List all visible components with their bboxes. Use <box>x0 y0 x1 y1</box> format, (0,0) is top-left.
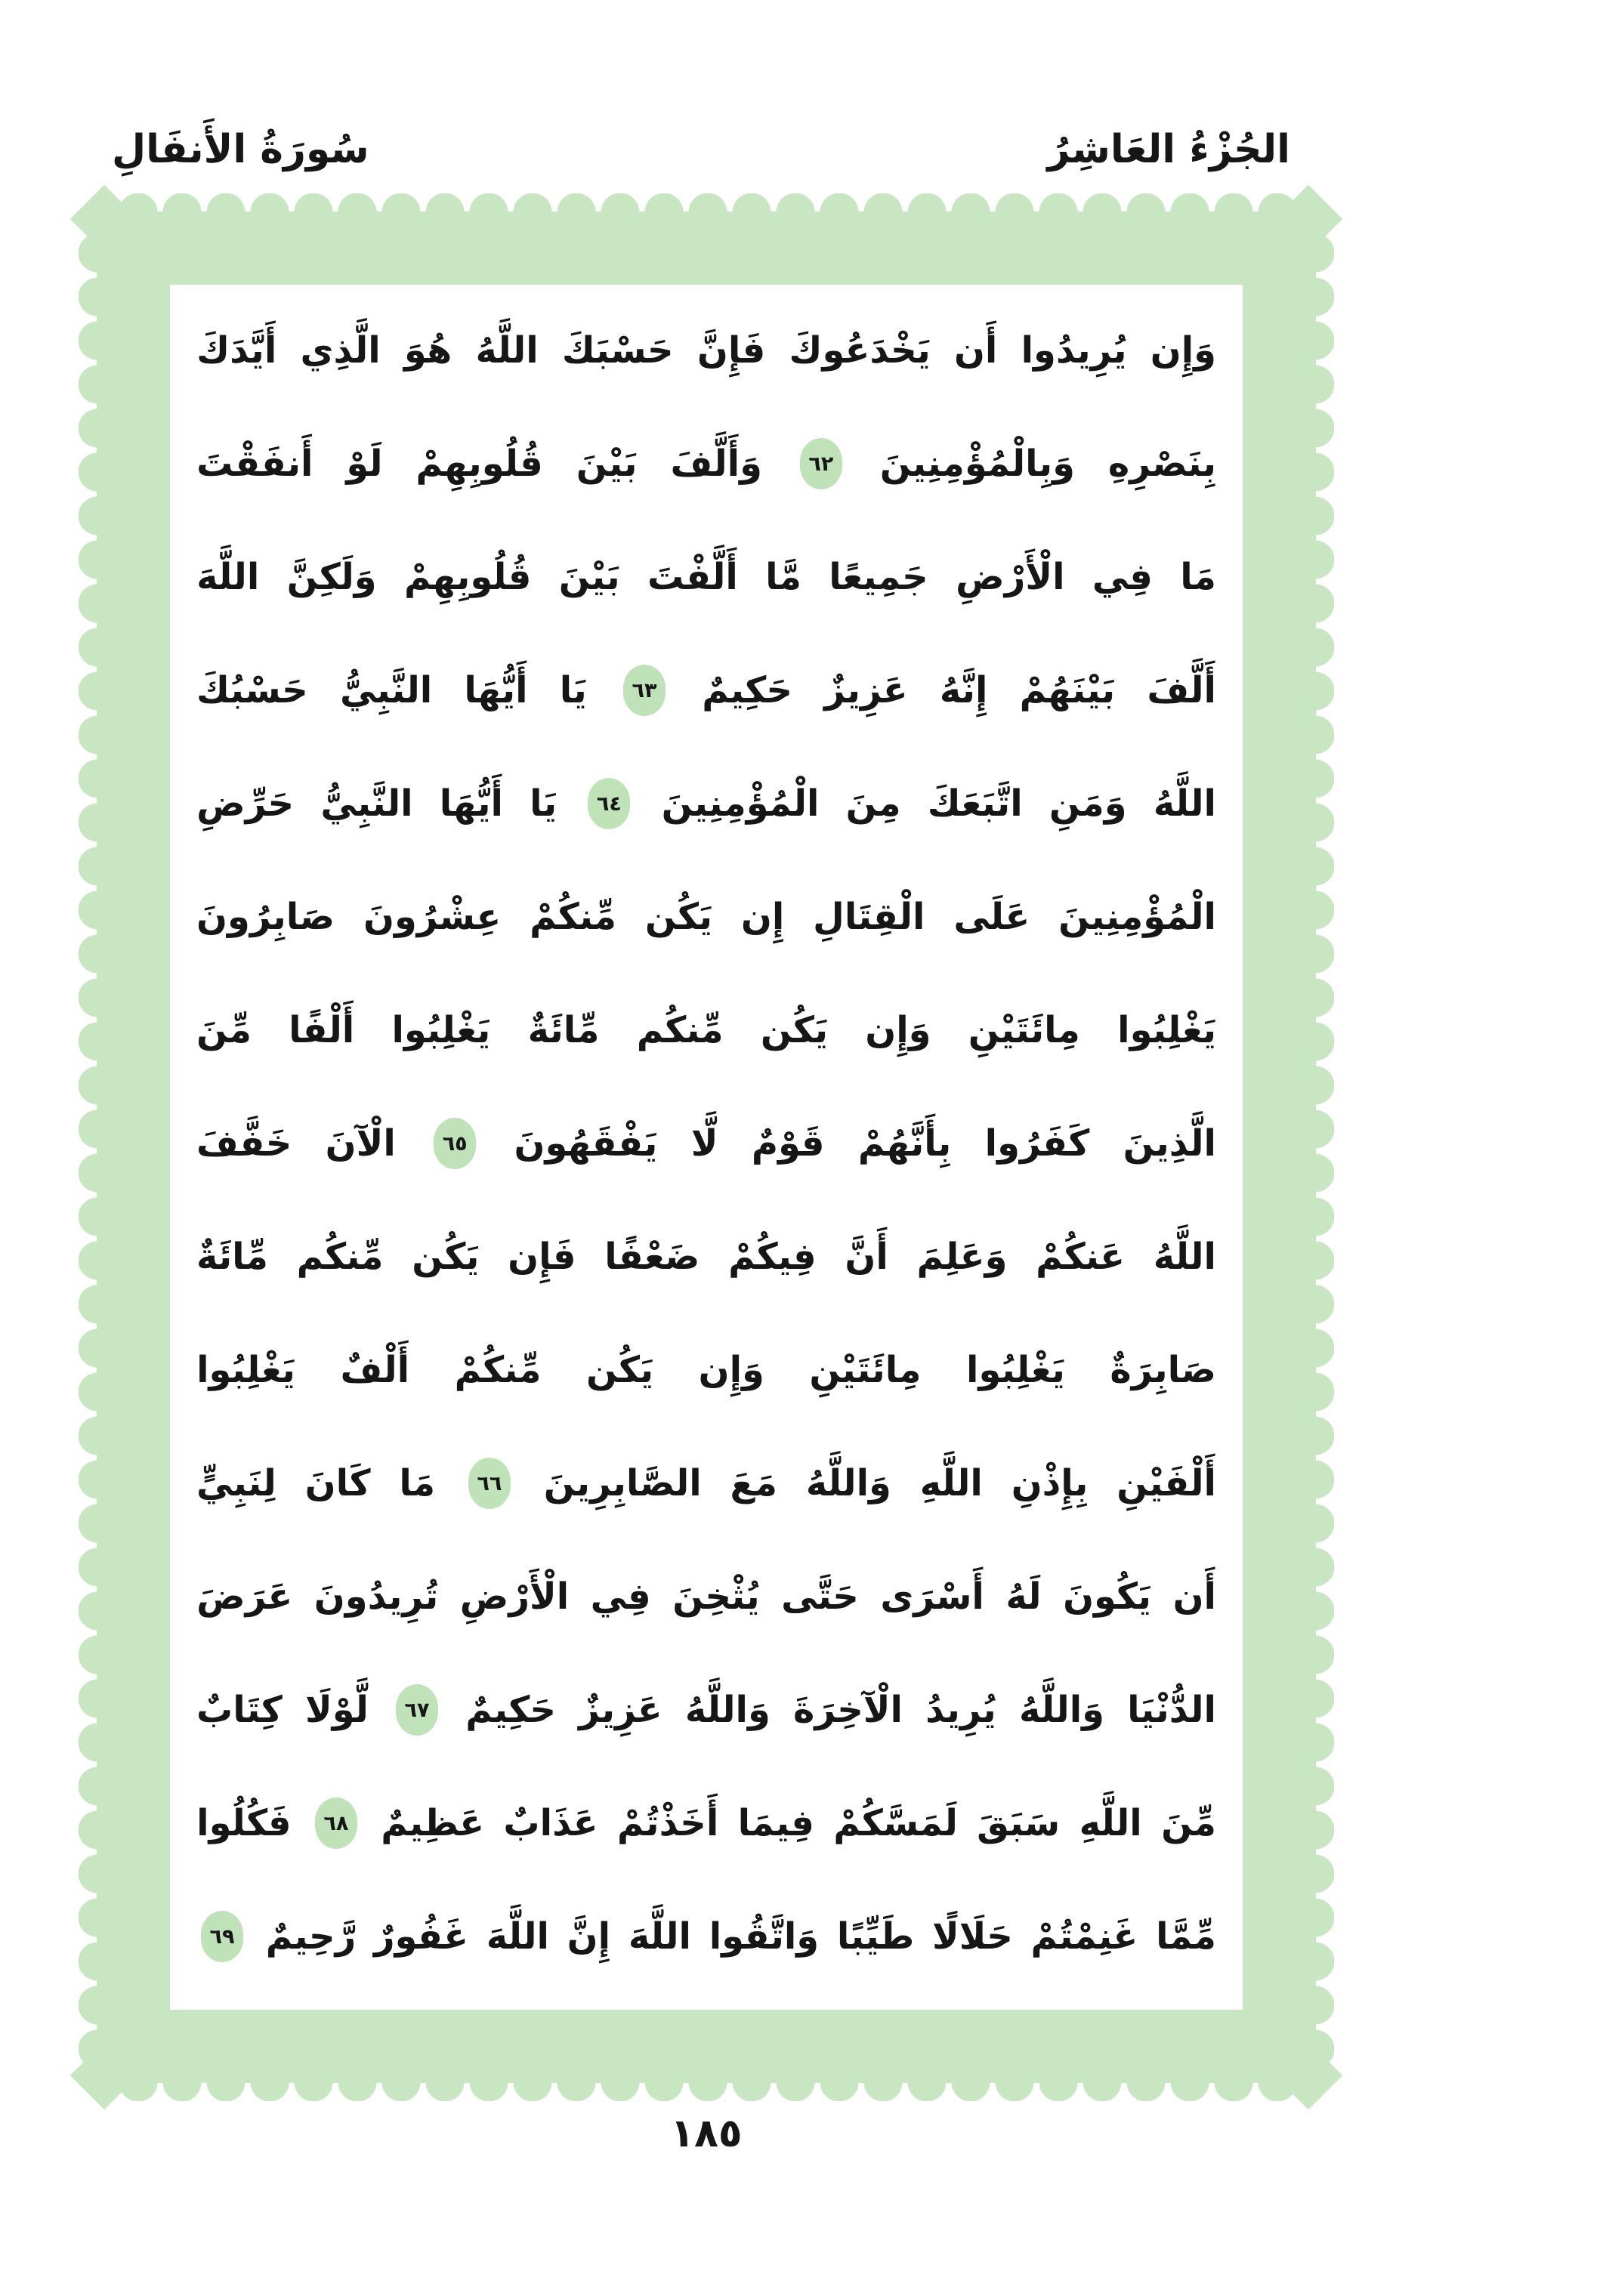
frame-corner-bottom-right <box>1274 2041 1343 2110</box>
juz-title: الجُزْءُ العَاشِرُ <box>1047 127 1290 172</box>
frame-scallop-top <box>116 193 1296 212</box>
quran-word: حَكِيمٌ <box>465 1689 556 1731</box>
verse-end-marker <box>315 1798 357 1849</box>
quran-word: مِّائَةٌ <box>527 1009 600 1051</box>
quran-word: مِائَتَيْنِ <box>809 1349 922 1391</box>
quran-word: خَفَّفَ <box>196 1122 292 1165</box>
quran-word: الْمُؤْمِنِينَ <box>1058 896 1216 938</box>
verse-number: ٦٧ <box>404 1698 430 1722</box>
quran-word: أَنفَقْتَ <box>196 443 313 485</box>
quran-word: إِنَّهُ <box>939 669 988 711</box>
quran-word: يَكُن <box>585 1349 654 1391</box>
quran-word: عَزِيزٌ <box>579 1689 662 1731</box>
quran-word: وَبِالْمُؤْمِنِينَ <box>879 443 1075 485</box>
verse-end-marker <box>396 1684 438 1736</box>
page-number: ١٨٥ <box>670 2111 743 2156</box>
quran-word: وَإِن <box>1150 329 1216 372</box>
quran-word: صَابِرَةٌ <box>1110 1349 1216 1391</box>
verse-end-marker <box>588 778 630 829</box>
quran-line <box>196 1313 1216 1427</box>
frame-scallop-bottom <box>116 2082 1296 2101</box>
quran-word: مِّنكُم <box>636 1009 724 1051</box>
quran-word: اللَّهَ <box>628 1915 691 1958</box>
quran-word: يَغْلِبُوا <box>196 1349 295 1391</box>
quran-word: أَلْفَيْنِ <box>1116 1462 1216 1504</box>
quran-line <box>196 1540 1216 1653</box>
quran-word: مِّنكُمْ <box>530 896 617 938</box>
quran-word: يَكُن <box>644 896 713 938</box>
quran-word: اللَّهِ <box>1079 1802 1142 1844</box>
quran-word: يَا <box>559 669 587 711</box>
quran-word: وَأَلَّفَ <box>670 443 762 485</box>
quran-word: مَا <box>399 1462 436 1504</box>
quran-word: فِي <box>590 1575 651 1618</box>
quran-word: كَانَ <box>304 1462 371 1504</box>
quran-word: الْمُؤْمِنِينَ <box>661 782 820 825</box>
quran-word: مِّنكُم <box>296 1236 384 1278</box>
quran-word: يَكُن <box>412 1236 480 1278</box>
quran-word: بَيْنَ <box>576 443 638 485</box>
quran-word: أَن <box>1172 1575 1216 1618</box>
quran-word: عَلَى <box>953 896 1030 938</box>
quran-word: بِأَنَّهُمْ <box>857 1122 952 1165</box>
quran-line <box>196 1427 1216 1540</box>
quran-word: يَغْلِبُوا <box>966 1349 1065 1391</box>
verse-number: ٦٦ <box>477 1471 502 1495</box>
quran-word: حَسْبُكَ <box>196 669 308 711</box>
quran-word: اللَّهُ <box>1153 1236 1216 1278</box>
quran-word: وَمَنِ <box>1049 782 1127 825</box>
verse-end-marker <box>800 438 842 489</box>
quran-word: مَعَ <box>730 1462 778 1504</box>
quran-word: اللَّهَ <box>486 1915 549 1958</box>
quran-word: وَإِن <box>865 1009 931 1051</box>
quran-word: غَنِمْتُمْ <box>1030 1915 1138 1958</box>
quran-word: أَخَذْتُمْ <box>616 1802 719 1844</box>
quran-word: مِّائَةٌ <box>196 1236 268 1278</box>
verse-number: ٦٢ <box>808 452 834 476</box>
quran-word: أَسْرَى <box>880 1575 984 1618</box>
quran-word: رَّحِيمٌ <box>265 1915 357 1958</box>
quran-word: يَفْقَهُونَ <box>514 1122 658 1165</box>
quran-word: الْآخِرَةَ <box>793 1689 903 1731</box>
quran-word: وَاتَّقُوا <box>709 1915 820 1958</box>
quran-word: فِي <box>1092 556 1153 598</box>
quran-line <box>196 974 1216 1087</box>
frame-scallop-right <box>1315 231 1334 2063</box>
quran-word: كَفَرُوا <box>984 1122 1090 1165</box>
quran-word: مِّنَ <box>1161 1802 1216 1844</box>
quran-word: بِنَصْرِهِ <box>1107 443 1216 485</box>
quran-line <box>196 294 1216 407</box>
surah-title: سُورَةُ الأَنفَالِ <box>112 127 369 172</box>
quran-word: الَّذِي <box>300 329 381 372</box>
quran-word: أَيَّدَكَ <box>196 329 277 372</box>
verse-number: ٦٨ <box>323 1811 349 1835</box>
quran-word: اللَّهِ <box>919 1462 983 1504</box>
quran-word: يَكُن <box>760 1009 828 1051</box>
quran-word: صَابِرُونَ <box>196 896 335 938</box>
quran-word: اتَّبَعَكَ <box>927 782 1023 825</box>
mushaf-frame <box>97 211 1316 2083</box>
quran-word: حَتَّى <box>781 1575 859 1618</box>
quran-word: يُرِيدُ <box>925 1689 996 1731</box>
verse-end-marker <box>468 1458 511 1509</box>
quran-word: الَّذِينَ <box>1123 1122 1216 1165</box>
quran-word: الدُّنْيَا <box>1127 1689 1216 1731</box>
quran-word: لَمَسَّكُمْ <box>833 1802 958 1844</box>
quran-word: وَعَلِمَ <box>916 1236 1008 1278</box>
quran-line <box>196 1087 1216 1200</box>
quran-word: جَمِيعًا <box>829 556 928 598</box>
quran-word: وَإِن <box>698 1349 764 1391</box>
quran-word: أَلَّفْتَ <box>647 556 738 598</box>
quran-word: إِنَّ <box>567 1915 611 1958</box>
quran-word: حَكِيمٌ <box>702 669 792 711</box>
text-window <box>170 285 1243 2010</box>
quran-word: مِّنكُمْ <box>454 1349 542 1391</box>
quran-word: غَفُورٌ <box>373 1915 468 1958</box>
quran-word: أَيُّهَا <box>464 669 528 711</box>
quran-word: الْأَرْضِ <box>956 556 1065 598</box>
quran-word: الصَّابِرِينَ <box>543 1462 702 1504</box>
quran-word: وَاللَّهُ <box>1018 1689 1104 1731</box>
quran-word: حَرِّضِ <box>196 782 295 825</box>
verse-number: ٦٣ <box>632 678 657 702</box>
quran-word: بَيْنَ <box>558 556 620 598</box>
quran-line <box>196 860 1216 974</box>
verse-end-marker <box>623 665 666 716</box>
quran-word: أَنَّ <box>845 1236 888 1278</box>
quran-word: بَيْنَهُمْ <box>1019 669 1116 711</box>
quran-word: الْقِتَالِ <box>813 896 925 938</box>
quran-word: أَيُّهَا <box>439 782 503 825</box>
quran-word: أَلْفٌ <box>340 1349 410 1391</box>
frame-scallop-left <box>79 231 97 2063</box>
quran-word: تُرِيدُونَ <box>313 1575 439 1618</box>
quran-line <box>196 634 1216 747</box>
quran-word: يَكُونَ <box>1063 1575 1152 1618</box>
quran-word: فِيكُمْ <box>728 1236 817 1278</box>
verse-number: ٦٤ <box>596 792 622 816</box>
quran-word: عَرَضَ <box>196 1575 293 1618</box>
quran-word: بِإِذْنِ <box>1011 1462 1089 1504</box>
quran-word: حَلَالًا <box>932 1915 1013 1958</box>
quran-word: عَذَابٌ <box>503 1802 598 1844</box>
quran-word: وَاللَّهُ <box>684 1689 771 1731</box>
quran-word: سَبَقَ <box>977 1802 1061 1844</box>
verse-end-marker <box>434 1118 476 1169</box>
quran-line <box>196 1200 1216 1313</box>
frame-corner-top-left <box>70 185 139 254</box>
frame-corner-bottom-left <box>70 2041 139 2110</box>
quran-word: الْأَرْضِ <box>459 1575 570 1618</box>
quran-line <box>196 1653 1216 1767</box>
quran-word: هُوَ <box>403 329 452 372</box>
quran-word: يَغْلِبُوا <box>1117 1009 1216 1051</box>
quran-line <box>196 1880 1216 1993</box>
quran-word: لِنَبِيٍّ <box>196 1462 276 1504</box>
quran-word: مَّا <box>765 556 801 598</box>
quran-word: اللَّهُ <box>475 329 539 372</box>
frame-corner-top-right <box>1274 185 1343 254</box>
quran-word: عَزِيزٌ <box>824 669 908 711</box>
quran-word: يُرِيدُوا <box>1021 329 1127 372</box>
quran-line <box>196 1767 1216 1880</box>
quran-line <box>196 407 1216 520</box>
quran-word: طَيِّبًا <box>836 1915 915 1958</box>
quran-word: لَهُ <box>1005 1575 1042 1618</box>
quran-word: فَإِن <box>508 1236 576 1278</box>
verse-number: ٦٩ <box>209 1924 235 1949</box>
quran-word: مَا <box>1180 556 1216 598</box>
verse-number: ٦٥ <box>442 1131 468 1156</box>
quran-word: إِن <box>740 896 785 938</box>
quran-word: يَخْدَعُوكَ <box>789 329 931 372</box>
quran-text-area <box>196 294 1216 2002</box>
quran-word: مِّمَّا <box>1156 1915 1216 1958</box>
quran-line <box>196 520 1216 634</box>
quran-word: اللَّهُ <box>1153 782 1216 825</box>
verse-end-marker <box>201 1911 243 1962</box>
quran-word: فَكُلُوا <box>196 1802 292 1844</box>
quran-word: عَظِيمٌ <box>381 1802 485 1844</box>
quran-word: مِّنَ <box>196 1009 252 1051</box>
quran-word: فِيمَا <box>737 1802 814 1844</box>
quran-word: قُلُوبِهِمْ <box>403 556 532 598</box>
quran-word: لَّا <box>690 1122 718 1165</box>
quran-word: وَاللَّهُ <box>805 1462 891 1504</box>
quran-word: مِنَ <box>845 782 901 825</box>
quran-word: وَلَكِنَّ <box>286 556 377 598</box>
quran-word: اللَّهَ <box>196 556 260 598</box>
quran-word: أَن <box>953 329 998 372</box>
quran-word: فَإِنَّ <box>696 329 766 372</box>
quran-word: يَا <box>530 782 557 825</box>
quran-word: يُثْخِنَ <box>672 1575 760 1618</box>
quran-word: لَّوْلَا <box>304 1689 369 1731</box>
quran-word: النَّبِيُّ <box>339 669 433 711</box>
quran-word: النَّبِيُّ <box>320 782 413 825</box>
quran-line <box>196 747 1216 860</box>
quran-word: قُلُوبِهِمْ <box>415 443 543 485</box>
quran-word: أَلْفًا <box>289 1009 355 1051</box>
quran-word: يَغْلِبُوا <box>391 1009 491 1051</box>
quran-word: مِائَتَيْنِ <box>968 1009 1080 1051</box>
quran-word: أَلَّفَ <box>1147 669 1216 711</box>
quran-word: عَنكُمْ <box>1036 1236 1126 1278</box>
quran-word: ضَعْفًا <box>604 1236 700 1278</box>
quran-word: قَوْمٌ <box>751 1122 825 1165</box>
quran-word: كِتَابٌ <box>196 1689 283 1731</box>
quran-word: حَسْبَكَ <box>561 329 674 372</box>
quran-word: لَوْ <box>346 443 383 485</box>
quran-word: الْآنَ <box>325 1122 396 1165</box>
quran-word: عِشْرُونَ <box>363 896 502 938</box>
